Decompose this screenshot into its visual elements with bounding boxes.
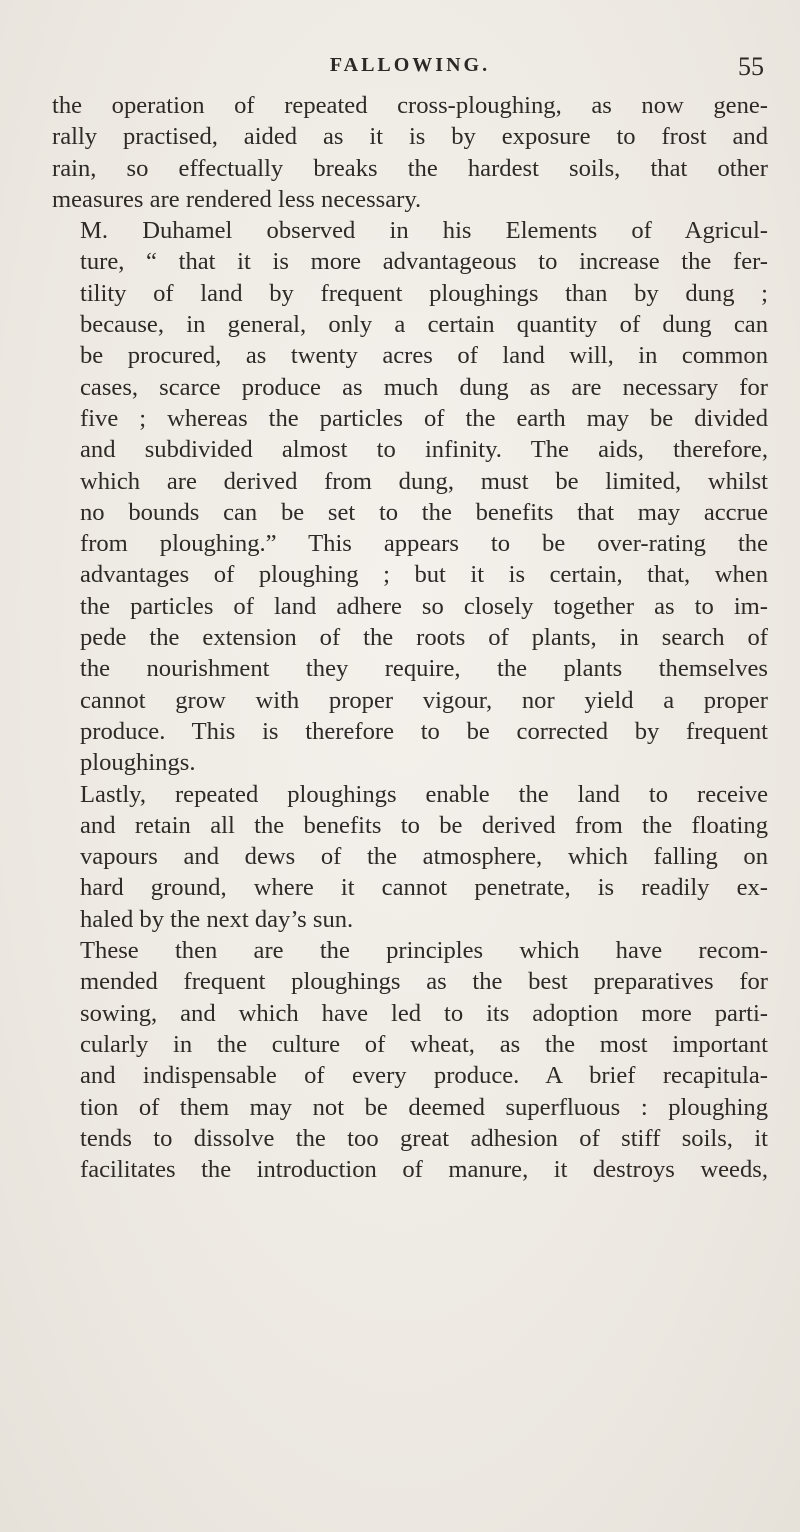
text-line: cannot grow with proper vigour, nor yield a proper (80, 686, 768, 714)
text-line: and subdivided almost to infinity. The aids, therefore, (80, 436, 768, 464)
text-line: rain, so effectually breaks the hardest soils, that other (52, 154, 768, 182)
text-line: mended frequent ploughings as the best preparatives for (80, 968, 768, 996)
paragraph-3 (52, 779, 768, 935)
text-line: M. Duhamel observed in his Elements of Agricul- (80, 217, 768, 245)
paragraph-1 (52, 90, 768, 215)
text-line: five ; whereas the particles of the earth may be divided (80, 404, 768, 432)
text-line: because, in general, only a certain quantity of dung can (80, 311, 768, 339)
text-line: and indispensable of every produce. A brief recapitula- (80, 1062, 768, 1090)
text-line: tion of them may not be deemed superfluous : ploughing (80, 1093, 768, 1121)
paragraph-2 (52, 215, 768, 778)
text-line: tility of land by frequent ploughings than by dung ; (80, 279, 768, 307)
text-line: from ploughing.” This appears to be over-rating the (80, 530, 768, 558)
text-line: the nourishment they require, the plants themselves (80, 655, 768, 683)
text-line: facilitates the introduction of manure, it destroys weeds, (80, 1156, 768, 1184)
text-line: These then are the principles which have recom- (80, 937, 768, 965)
text-line: advantages of ploughing ; but it is certain, that, when (80, 561, 768, 589)
text-line: hard ground, where it cannot penetrate, is readily ex- (80, 874, 768, 902)
running-title: FALLOWING. (329, 54, 491, 76)
page-number: 55 (738, 52, 764, 81)
text-line: pede the extension of the roots of plants, in search of (80, 624, 768, 652)
paragraph-4 (52, 935, 768, 1185)
text-line: cularly in the culture of wheat, as the most important (80, 1030, 768, 1058)
text-line: vapours and dews of the atmosphere, which falling on (80, 843, 768, 871)
text-line: produce. This is therefore to be corrected by frequent (80, 717, 768, 745)
text-line: measures are rendered less necessary. (52, 185, 422, 213)
text-line: the particles of land adhere so closely together as to im- (80, 592, 768, 620)
running-head (52, 42, 768, 81)
text-line: no bounds can be set to the benefits that may accrue (80, 498, 768, 526)
text-line: sowing, and which have led to its adoption more parti- (80, 999, 768, 1027)
text-line: and retain all the benefits to be derived from the floating (80, 811, 768, 839)
text-line: the operation of repeated cross-ploughing, as now gene- (52, 92, 768, 119)
text-line: cases, scarce produce as much dung as are necessary for (80, 373, 768, 401)
text-line: which are derived from dung, must be limited, whilst (80, 467, 768, 495)
text-line: rally practised, aided as it is by exposure to frost and (52, 123, 768, 151)
text-line: ploughings. (80, 749, 196, 777)
text-line: be procured, as twenty acres of land will, in common (80, 342, 768, 370)
text-line: tends to dissolve the too great adhesion of stiff soils, it (80, 1124, 768, 1152)
text-line: haled by the next day’s sun. (80, 905, 354, 933)
text-line: ture, “ that it is more advantageous to increase the fer- (80, 248, 768, 276)
text-line: Lastly, repeated ploughings enable the land to receive (80, 780, 768, 808)
body-text (52, 90, 768, 1185)
